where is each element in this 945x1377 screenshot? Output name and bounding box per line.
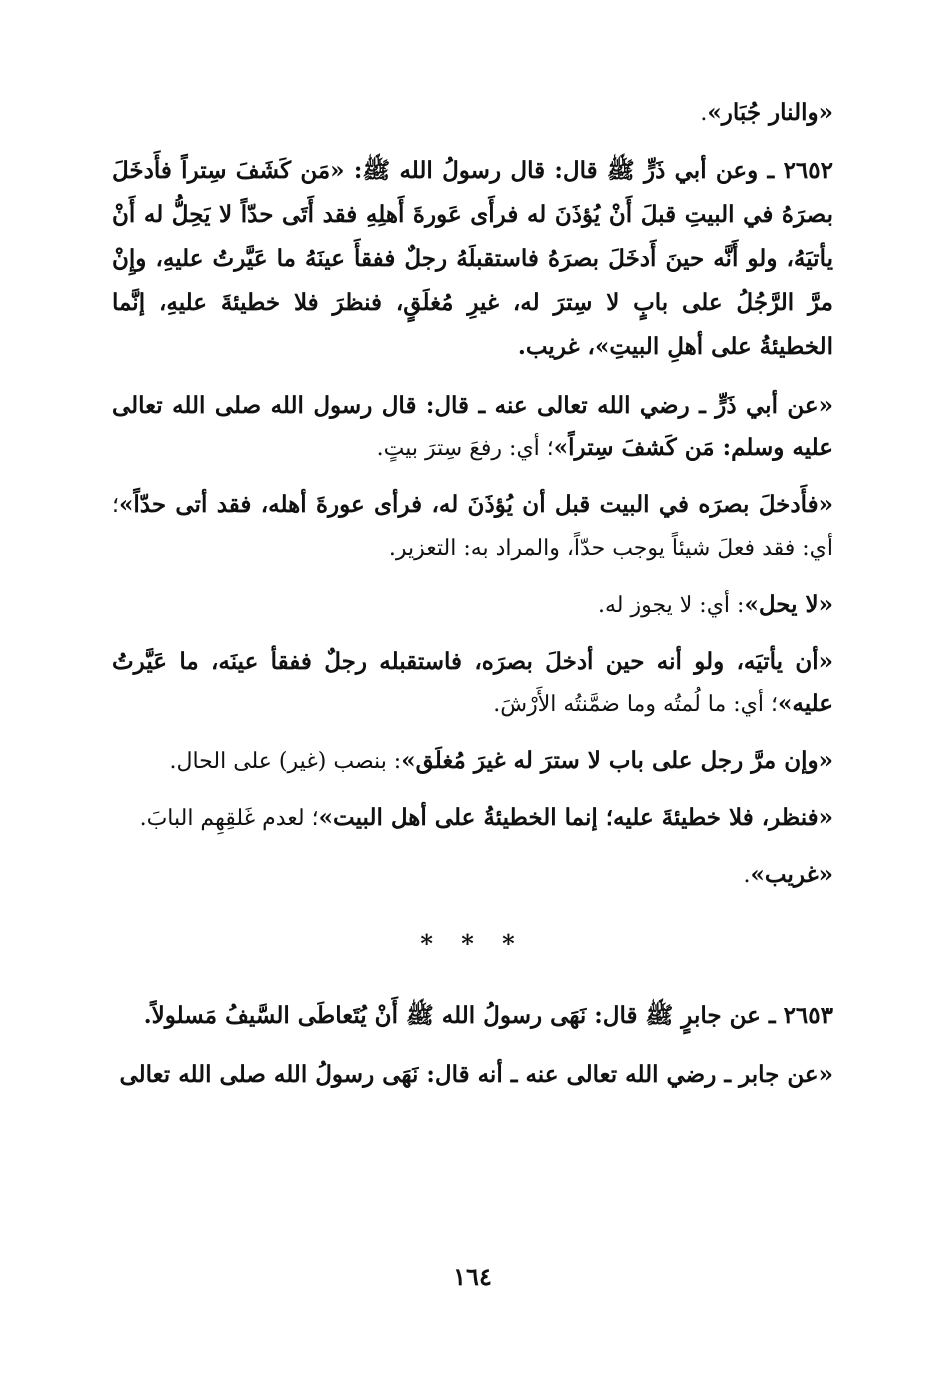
hadith-2652: ٢٦٥٢ ـ وعن أبي ذَرٍّ ﷺ قال: قال رسولُ الله ﷺ: «مَن كَشَفَ سِتراً فأَدخَلَ بصرَهُ في البيتِ قبلَ أَنْ يُؤذَنَ له فرأَى عَورةَ أَهلِهِ فقد أَتَى حدّاً لا يَحِلُّ له أَنْ يأتيَهُ، ولو أَنَّه حينَ أَدخَلَ بصرَهُ فاستقبلَهُ رجلٌ ففقأَ عينَهُ ما عَيَّرتُ عليهِ، وإِنْ مرَّ الرَّجُلُ على بابٍ لا سِترَ له، غيرِ مُغلَقٍ، فنظرَ فلا خطيئةَ عليهِ، إنَّما الخطيئةُ على أهلِ البيتِ»، غريب.	[112, 157, 833, 360]
quoted-phrase: «عن جابر ـ رضي الله تعالى عنه ـ أنه قال: نَهَى رسولُ الله صلى الله تعالى	[119, 1061, 833, 1088]
section-separator: * * *	[420, 929, 525, 958]
commentary-text: .	[743, 863, 751, 888]
quoted-phrase: «وإن مرَّ رجل على باب لا سترَ له غيرَ مُغلَق»	[401, 747, 833, 774]
quote-paragraph	[112, 641, 833, 726]
quote-paragraph	[112, 92, 833, 135]
page-number: ١٦٤	[453, 1262, 492, 1291]
quote-paragraph	[112, 854, 833, 897]
commentary-text: ؛ أي: ما لُمتُه وما ضمَّنتُه الأَرْشَ.	[493, 692, 779, 717]
quote-paragraph	[112, 484, 833, 570]
commentary-text: ؛ أي: رفعَ سِترَ بيتٍ.	[376, 436, 554, 461]
quote-paragraph	[112, 584, 833, 627]
page-body	[112, 92, 833, 1242]
quoted-phrase: «والنار جُبَار»	[707, 99, 833, 126]
commentary-text: .	[700, 101, 708, 126]
commentary-text: ؛ لعدم غَلقِهِم البابَ.	[139, 806, 319, 831]
commentary-text: : أي: لا يجوز له.	[597, 593, 745, 618]
quoted-phrase: «أن يأتيَه، ولو أنه حين أدخلَ بصرَه، فاستقبله رجلٌ ففقأ عينَه، ما عَيَّرتُ عليه»	[112, 648, 833, 717]
quoted-phrase: «فنظر، فلا خطيئةَ عليه؛ إنما الخطيئةُ على أهل البيت»	[318, 804, 833, 831]
quoted-phrase: «عن أبي ذَرٍّ ـ رضي الله تعالى عنه ـ قال: قال رسول الله صلى الله تعالى عليه وسلم: مَن كَشفَ سِتراً»	[112, 392, 833, 461]
quoted-phrase: «غريب»	[750, 861, 833, 888]
quoted-phrase: «فأَدخلَ بصرَه في البيت قبل أن يُؤذَنَ له، فرأى عورةَ أهله، فقد أتى حدّاً»	[119, 491, 833, 518]
quoted-phrase: «لا يحل»	[744, 591, 833, 618]
hadith-2653: ٢٦٥٣ ـ عن جابرٍ ﷺ قال: نَهَى رسولُ الله ﷺ أَنْ يُتَعاطَى السَّيفُ مَسلولاً.	[143, 1002, 833, 1029]
quote-paragraph	[112, 385, 833, 470]
quote-paragraph	[112, 740, 833, 783]
quote-paragraph	[112, 797, 833, 840]
commentary-text: ؛ أي: فقد فعلَ شيئاً يوجب حدّاً، والمراد به: التعزير.	[112, 493, 833, 561]
commentary-text: : بنصب (غير) على الحال.	[169, 749, 402, 774]
quote-paragraph	[112, 1054, 833, 1097]
